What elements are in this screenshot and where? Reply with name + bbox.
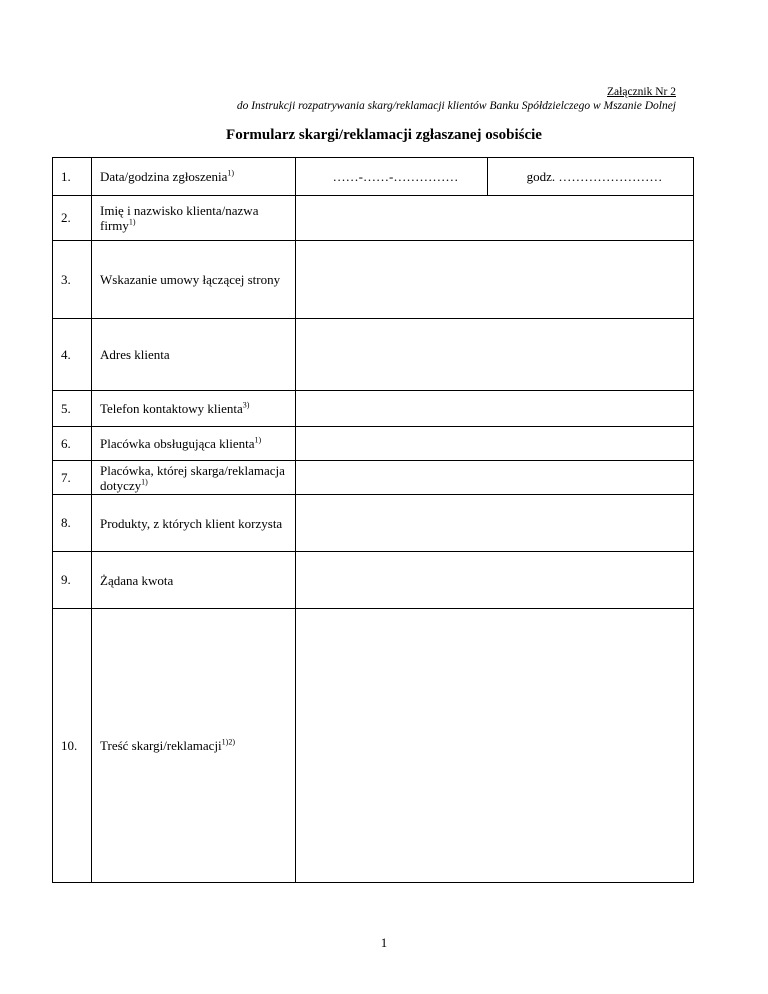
client-name-field[interactable] xyxy=(296,196,694,241)
row-label-text: Telefon kontaktowy klienta xyxy=(100,401,243,416)
row-number: 6. xyxy=(53,427,92,461)
time-field[interactable]: godz. …………………… xyxy=(488,158,694,196)
row-number: 7. xyxy=(53,461,92,495)
row-label xyxy=(92,158,296,196)
row-number: 3. xyxy=(53,241,92,319)
complaint-form-table xyxy=(52,157,694,883)
page-number: 1 xyxy=(380,935,388,950)
row-label-text: Treść skargi/reklamacji xyxy=(100,738,222,753)
address-field[interactable] xyxy=(296,319,694,391)
form-row-10 xyxy=(53,609,694,883)
products-field[interactable] xyxy=(296,495,694,552)
footnote-ref: 1) xyxy=(254,435,262,445)
form-row-6 xyxy=(53,427,694,461)
row-label xyxy=(92,495,296,552)
row-number: 2. xyxy=(53,196,92,241)
row-label-text: Żądana kwota xyxy=(100,572,174,588)
row-label-text: Produkty, z których klient korzysta xyxy=(100,515,283,531)
row-label xyxy=(92,196,296,241)
serving-branch-field[interactable] xyxy=(296,427,694,461)
footnote-ref: 3) xyxy=(242,400,250,410)
row-label-text: Placówka obsługująca klienta xyxy=(100,436,255,451)
form-row-5 xyxy=(53,391,694,427)
form-title: Formularz skargi/reklamacji zgłaszanej osobiście xyxy=(226,127,542,143)
annex-label: Załącznik Nr 2 xyxy=(607,86,676,98)
row-label xyxy=(92,427,296,461)
row-label-text: Placówka, której skarga/reklamacja dotyczy xyxy=(100,462,285,493)
row-label xyxy=(92,552,296,609)
row-label xyxy=(92,609,296,883)
row-label-text: Imię i nazwisko klienta/nazwa firmy xyxy=(100,203,259,233)
form-row-8 xyxy=(53,495,694,552)
row-number: 8. xyxy=(53,495,92,552)
footnote-ref: 1) xyxy=(128,217,136,227)
form-row-7 xyxy=(53,461,694,495)
row-number: 4. xyxy=(53,319,92,391)
form-row-4 xyxy=(53,319,694,391)
form-row-9 xyxy=(53,552,694,609)
date-field[interactable]: ……-……-…………… xyxy=(296,158,488,196)
form-row-1 xyxy=(53,158,694,196)
footnote-ref: 1) xyxy=(227,168,235,178)
row-label-text: Data/godzina zgłoszenia xyxy=(100,169,228,184)
footnote-ref: 1) xyxy=(141,477,148,487)
instruction-reference: do Instrukcji rozpatrywania skarg/reklamacji klientów Banku Spółdzielczego w Mszanie Dolnej xyxy=(236,100,676,112)
row-label xyxy=(92,319,296,391)
footnote-ref: 1)2) xyxy=(221,737,235,747)
row-number: 1. xyxy=(53,158,92,196)
phone-field[interactable] xyxy=(296,391,694,427)
row-label xyxy=(92,391,296,427)
concerned-branch-field[interactable] xyxy=(296,461,694,495)
row-label xyxy=(92,241,296,319)
form-row-3 xyxy=(53,241,694,319)
contract-field[interactable] xyxy=(296,241,694,319)
row-label-text: Adres klienta xyxy=(100,347,170,362)
row-label xyxy=(92,461,296,495)
form-row-2 xyxy=(53,196,694,241)
row-label-text: Wskazanie umowy łączącej strony xyxy=(100,272,281,287)
row-number: 10. xyxy=(53,609,92,883)
row-number: 9. xyxy=(53,552,92,609)
complaint-content-field[interactable] xyxy=(296,609,694,883)
row-number: 5. xyxy=(53,391,92,427)
amount-field[interactable] xyxy=(296,552,694,609)
